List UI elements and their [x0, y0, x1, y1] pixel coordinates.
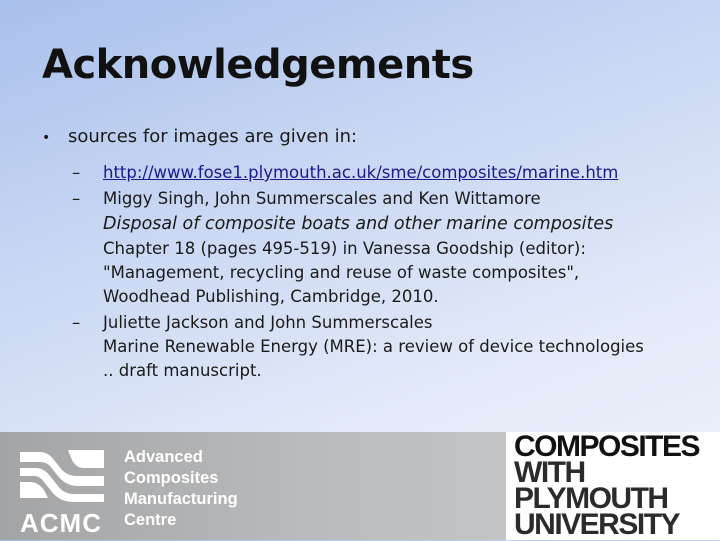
reference-book-title: "Management, recycling and reuse of waste composites",	[103, 263, 580, 282]
acmc-name-line: Advanced	[124, 448, 203, 466]
reference-publisher: Woodhead Publishing, Cambridge, 2010.	[103, 287, 439, 306]
sub-item-link	[42, 161, 712, 185]
reference-title: Marine Renewable Energy (MRE): a review of device technologies	[103, 337, 644, 356]
composites-plymouth-logo	[514, 430, 700, 541]
acmc-name-line: Composites	[124, 469, 219, 487]
sub-item-reference-2	[42, 311, 712, 383]
bullet-item	[42, 126, 712, 147]
reference-chapter: Chapter 18 (pages 495-519) in Vanessa Goodship (editor):	[103, 239, 586, 258]
bullet-dot-icon: •	[42, 130, 51, 146]
acmc-full-name	[124, 447, 238, 531]
slide-content	[42, 126, 712, 385]
sub-item-reference-1	[42, 187, 712, 309]
bullet-text: sources for images are given in:	[68, 126, 358, 147]
acmc-name-line: Manufacturing	[124, 490, 238, 508]
reference-authors: Miggy Singh, John Summerscales and Ken Wittamore	[103, 189, 541, 208]
cwpu-line: UNIVERSITY	[514, 508, 680, 541]
footer-banner	[0, 432, 720, 540]
dash-icon: –	[72, 189, 81, 208]
acmc-abbreviation: ACMC	[20, 508, 102, 538]
cwpu-line: PLYMOUTH	[514, 482, 668, 515]
acmc-panel	[0, 432, 506, 540]
cwpu-line: COMPOSITES	[514, 430, 700, 463]
cwpu-line: WITH	[514, 456, 585, 489]
slide-title: Acknowledgements	[42, 42, 474, 88]
reference-title: Disposal of composite boats and other marine composites	[103, 214, 614, 234]
reference-status: .. draft manuscript.	[103, 361, 262, 380]
dash-icon: –	[72, 163, 81, 182]
acmc-name-line: Centre	[124, 511, 177, 529]
reference-authors: Juliette Jackson and John Summerscales	[103, 313, 433, 332]
dash-icon: –	[72, 313, 81, 332]
source-link[interactable]: http://www.fose1.plymouth.ac.uk/sme/composites/marine.htm	[103, 163, 619, 182]
